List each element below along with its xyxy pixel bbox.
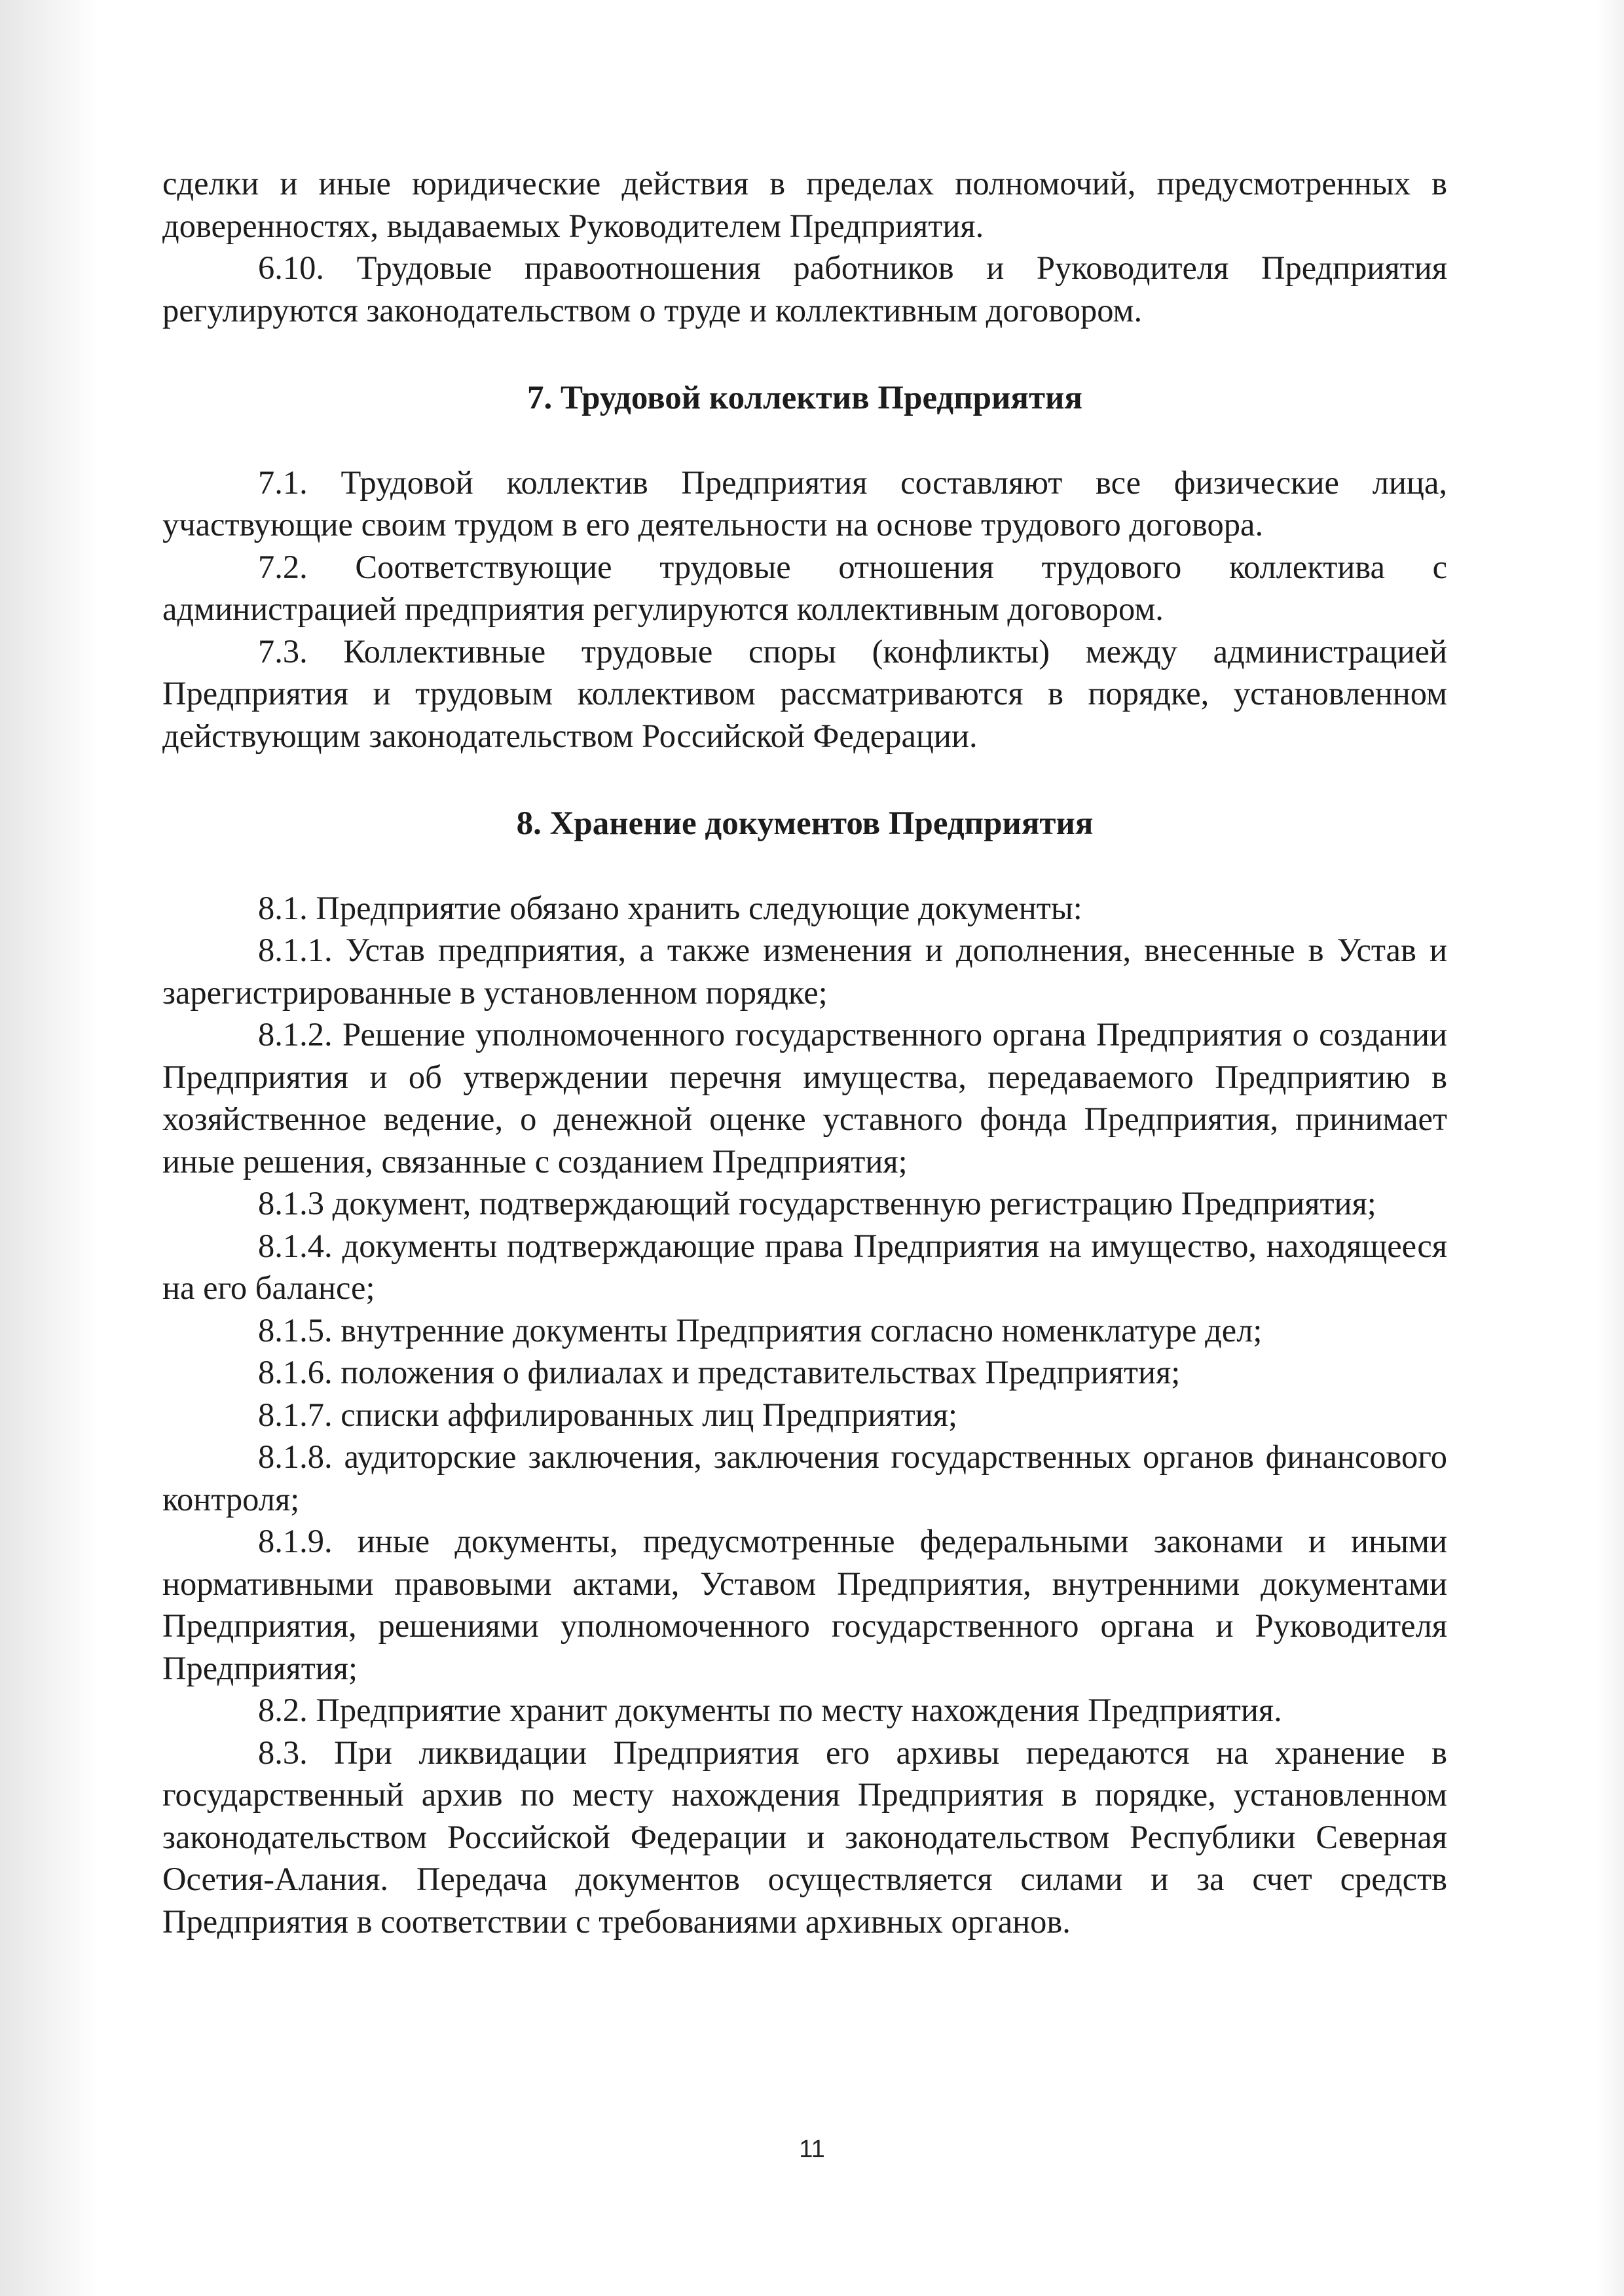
section-7-title: 7. Трудовой коллектив Предприятия (527, 380, 1082, 416)
paragraph-7-1: 7.1. Трудовой коллектив Предприятия составляют все физические лица, участвующие своим трудом в его деятельности на основе трудового договора. (162, 464, 1447, 543)
scan-shadow-right (1598, 0, 1624, 2296)
paragraph-8-3: 8.3. При ликвидации Предприятия его архивы передаются на хранение в государственный архив по месту нахождения Предприятия в порядке, установленном законодательством Российской Федерации и законодательством Республики Северная Осетия-Алания. Передача документов осуществляется силами и за счет средств Предприятия в соответствии с требованиями архивных органов. (162, 1734, 1447, 1940)
section-8-title: 8. Хранение документов Предприятия (516, 805, 1094, 842)
paragraph-8-1-6: 8.1.6. положения о филиалах и представительствах Предприятия; (258, 1354, 1181, 1391)
paragraph-6-10: 6.10. Трудовые правоотношения работников и Руководителя Предприятия регулируются законодательством о труде и коллективным договором. (162, 249, 1447, 329)
paragraph-8-1-3: 8.1.3 документ, подтверждающий государственную регистрацию Предприятия; (258, 1185, 1376, 1222)
paragraph-8-1-9: 8.1.9. иные документы, предусмотренные федеральными законами и иными нормативными правовыми актами, Уставом Предприятия, внутренними документами Предприятия, решениями уполномоченного государственного органа и Руководителя Предприятия; (162, 1523, 1447, 1686)
document-body (162, 162, 1447, 1942)
scan-shadow-left (0, 0, 98, 2296)
spacer (162, 331, 1447, 377)
spacer (162, 757, 1447, 803)
spacer (162, 845, 1447, 887)
paragraph-8-1-2: 8.1.2. Решение уполномоченного государственного органа Предприятия о создании Предприятия и об утверждении перечня имущества, передаваемого Предприятию в хозяйственное ведение, о денежной оценке уставного фонда Предприятия, принимает иные решения, связанные с созданием Предприятия; (162, 1016, 1447, 1180)
paragraph-8-1-5: 8.1.5. внутренние документы Предприятия согласно номенклатуре дел; (258, 1311, 1263, 1349)
spacer (162, 420, 1447, 462)
paragraph-8-1-8: 8.1.8. аудиторские заключения, заключения государственных органов финансового контроля; (162, 1438, 1447, 1518)
page-number: 11 (799, 2136, 825, 2163)
paragraph-8-1-7: 8.1.7. списки аффилированных лиц Предприятия; (258, 1396, 957, 1433)
paragraph-continuation: сделки и иные юридические действия в пределах полномочий, предусмотренных в доверенностях, выдаваемых Руководителем Предприятия. (162, 165, 1447, 244)
paragraph-8-2: 8.2. Предприятие хранит документы по месту нахождения Предприятия. (258, 1692, 1282, 1728)
paragraph-7-3: 7.3. Коллективные трудовые споры (конфликты) между администрацией Предприятия и трудовым коллективом рассматриваются в порядке, установленном действующим законодательством Российской Федерации. (162, 632, 1447, 754)
paragraph-8-1-4: 8.1.4. документы подтверждающие права Предприятия на имущество, находящееся на его балансе; (162, 1227, 1447, 1306)
paragraph-8-1-1: 8.1.1. Устав предприятия, а также изменения и дополнения, внесенные в Устав и зарегистрированные в установленном порядке; (162, 932, 1447, 1011)
paragraph-8-1: 8.1. Предприятие обязано хранить следующие документы: (258, 889, 1082, 926)
paragraph-7-2: 7.2. Соответствующие трудовые отношения трудового коллектива с администрацией предприятия регулируются коллективным договором. (162, 548, 1447, 627)
